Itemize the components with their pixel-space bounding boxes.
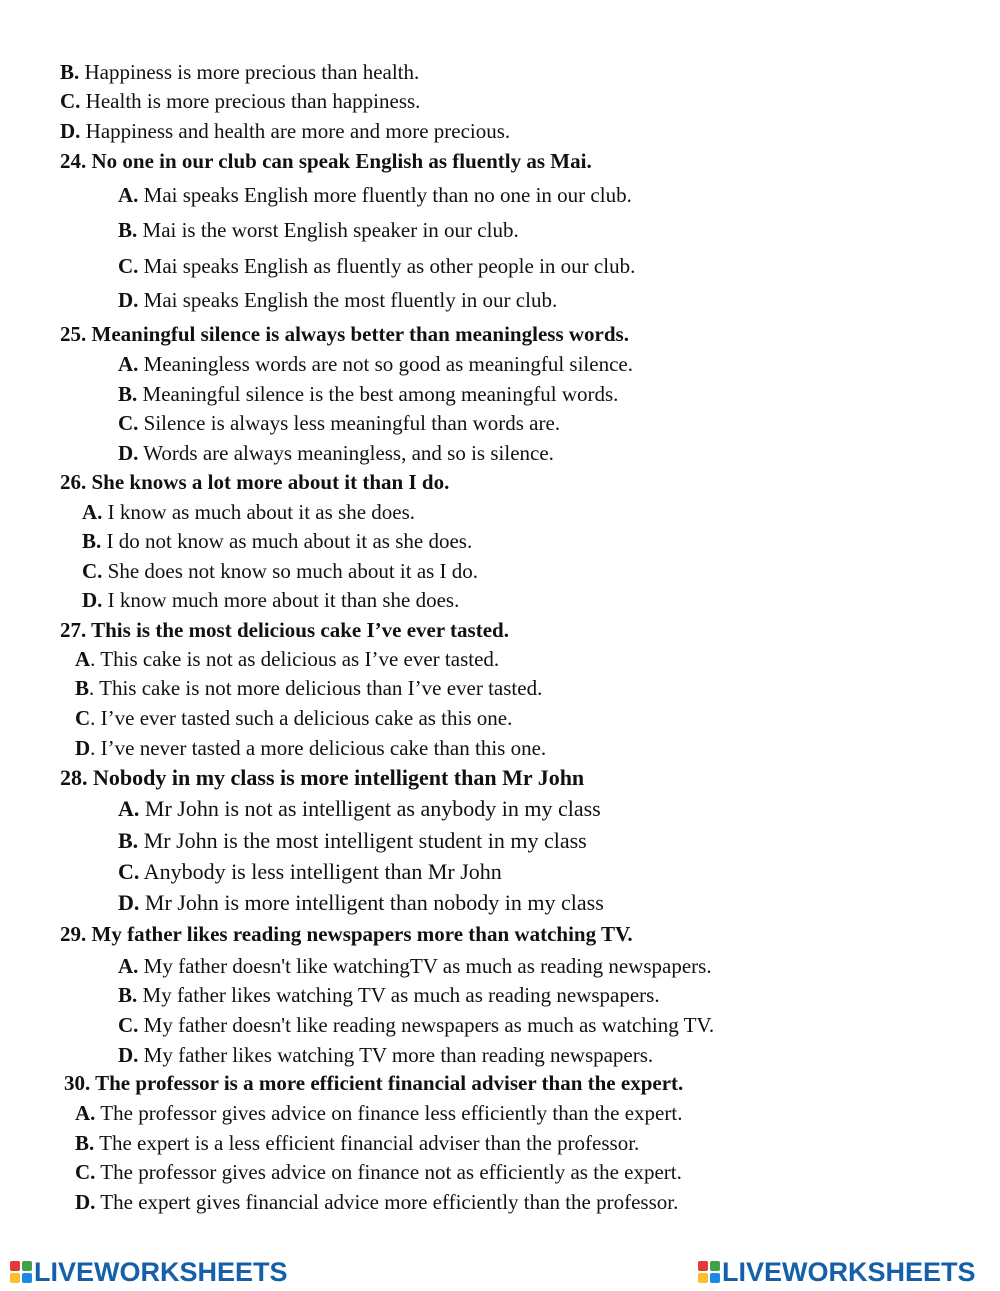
answer-option	[118, 413, 560, 434]
option-text: . This cake is not more delicious than I’ve ever tasted.	[89, 676, 543, 700]
question-stem: 27. This is the most delicious cake I’ve ever tasted.	[60, 618, 509, 642]
footer-brand-left[interactable]	[10, 1258, 288, 1286]
option-text: Anybody is less intelligent than Mr John	[139, 859, 502, 884]
footer-brand-right[interactable]	[698, 1258, 976, 1286]
answer-option	[118, 985, 660, 1006]
answer-option	[75, 738, 546, 759]
answer-option	[118, 830, 587, 852]
option-letter: A.	[118, 796, 140, 821]
option-letter: B.	[118, 828, 139, 853]
option-text: Meaningful silence is the best among meaningful words.	[137, 382, 619, 406]
option-text: Health is more precious than happiness.	[80, 89, 421, 113]
option-text: My father doesn't like watchingTV as much as reading newspapers.	[138, 954, 712, 978]
answer-option	[60, 91, 420, 112]
option-text: Words are always meaningless, and so is silence.	[138, 441, 554, 465]
option-text: My father doesn't like reading newspapers as much as watching TV.	[138, 1013, 715, 1037]
option-text: Silence is always less meaningful than words are.	[138, 411, 561, 435]
option-text: Mai is the worst English speaker in our club.	[137, 218, 519, 242]
answer-option	[75, 1192, 678, 1213]
answer-option	[82, 561, 478, 582]
answer-option	[82, 590, 459, 611]
brand-name: LIVEWORKSHEETS	[722, 1256, 976, 1287]
answer-option	[60, 121, 510, 142]
option-text: Mr John is not as intelligent as anybody in my class	[139, 796, 601, 821]
answer-option	[118, 861, 502, 883]
answer-option	[82, 531, 472, 552]
question-stem: 24. No one in our club can speak English as fluently as Mai.	[60, 149, 592, 173]
option-letter: C.	[60, 89, 81, 113]
answer-option	[60, 62, 419, 83]
option-text: The professor gives advice on finance less efficiently than the expert.	[95, 1101, 683, 1125]
option-text: Mr John is more intelligent than nobody in my class	[139, 890, 604, 915]
option-letter: A	[75, 647, 91, 671]
option-letter: A.	[75, 1101, 96, 1125]
option-text: Mai speaks English more fluently than no one in our club.	[138, 183, 632, 207]
option-letter: A.	[82, 500, 103, 524]
option-letter: C.	[75, 1160, 96, 1184]
answer-option	[118, 798, 601, 820]
option-text: Mai speaks English as fluently as other people in our club.	[138, 254, 636, 278]
answer-option	[75, 678, 542, 699]
answer-option	[118, 892, 604, 914]
option-letter: D.	[118, 1043, 139, 1067]
option-text: Happiness and health are more and more precious.	[80, 119, 511, 143]
option-text: The expert gives financial advice more efficiently than the professor.	[95, 1190, 679, 1214]
option-text: . I’ve never tasted a more delicious cake than this one.	[90, 736, 547, 760]
question-stem: 30. The professor is a more efficient financial adviser than the expert.	[64, 1071, 684, 1095]
option-letter: D.	[75, 1190, 96, 1214]
answer-option	[118, 384, 618, 405]
answer-option	[118, 290, 557, 311]
option-letter: B.	[118, 382, 138, 406]
answer-option	[75, 649, 499, 670]
answer-option	[118, 1045, 653, 1066]
answer-option	[75, 1162, 682, 1183]
option-text: I know as much about it as she does.	[102, 500, 416, 524]
option-letter: D.	[60, 119, 81, 143]
option-letter: C.	[118, 254, 139, 278]
answer-option	[118, 956, 712, 977]
answer-option	[118, 220, 519, 241]
option-letter: B.	[82, 529, 102, 553]
question-stem: 25. Meaningful silence is always better than meaningless words.	[60, 322, 629, 346]
option-text: Meaningless words are not so good as meaningful silence.	[138, 352, 633, 376]
answer-option	[118, 1015, 714, 1036]
option-letter: B	[75, 676, 90, 700]
option-text: Mr John is the most intelligent student in my class	[138, 828, 587, 853]
option-text: She does not know so much about it as I do.	[102, 559, 479, 583]
option-letter: B.	[75, 1131, 95, 1155]
answer-option	[118, 354, 633, 375]
answer-option	[118, 443, 554, 464]
answer-option	[118, 256, 635, 277]
answer-option	[75, 1103, 682, 1124]
option-letter: A.	[118, 954, 139, 978]
option-letter: C.	[118, 859, 140, 884]
option-letter: A.	[118, 183, 139, 207]
answer-option	[82, 502, 415, 523]
option-text: My father likes watching TV more than reading newspapers.	[138, 1043, 654, 1067]
option-text: My father likes watching TV as much as reading newspapers.	[137, 983, 660, 1007]
option-letter: D.	[82, 588, 103, 612]
option-text: . I’ve ever tasted such a delicious cake as this one.	[90, 706, 513, 730]
question-stem: 29. My father likes reading newspapers more than watching TV.	[60, 922, 633, 946]
option-letter: D.	[118, 441, 139, 465]
option-text: Happiness is more precious than health.	[79, 60, 420, 84]
option-letter: B.	[118, 218, 138, 242]
option-text: The expert is a less efficient financial adviser than the professor.	[94, 1131, 640, 1155]
option-text: I know much more about it than she does.	[102, 588, 460, 612]
option-letter: C.	[118, 1013, 139, 1037]
option-text: . This cake is not as delicious as I’ve ever tasted.	[90, 647, 500, 671]
option-text: I do not know as much about it as she does.	[101, 529, 473, 553]
option-letter: B.	[118, 983, 138, 1007]
option-letter: A.	[118, 352, 139, 376]
option-text: The professor gives advice on finance not as efficiently as the expert.	[95, 1160, 682, 1184]
option-letter: C.	[118, 411, 139, 435]
answer-option	[118, 185, 632, 206]
answer-option	[75, 1133, 639, 1154]
option-letter: B.	[60, 60, 80, 84]
option-letter: D.	[118, 288, 139, 312]
option-text: Mai speaks English the most fluently in our club.	[138, 288, 558, 312]
liveworksheets-logo-icon	[698, 1261, 720, 1283]
option-letter: D	[75, 736, 91, 760]
question-stem: 28. Nobody in my class is more intelligent than Mr John	[60, 765, 585, 790]
question-stem: 26. She knows a lot more about it than I do.	[60, 470, 450, 494]
liveworksheets-logo-icon	[10, 1261, 32, 1283]
answer-option	[75, 708, 512, 729]
option-letter: D.	[118, 890, 140, 915]
option-letter: C.	[82, 559, 103, 583]
option-letter: C	[75, 706, 91, 730]
brand-name: LIVEWORKSHEETS	[34, 1256, 288, 1287]
